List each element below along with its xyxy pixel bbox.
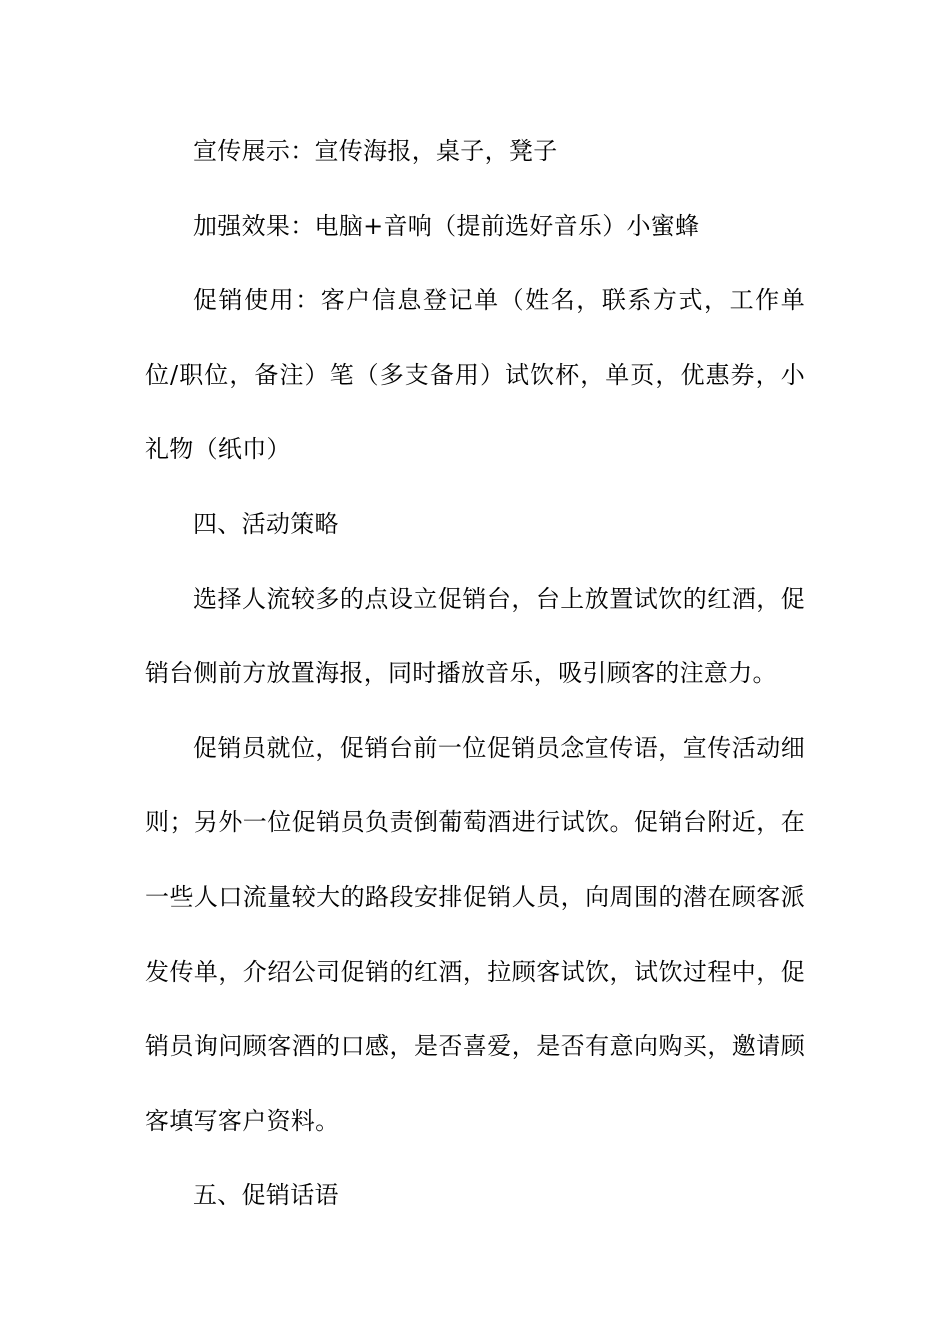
section-heading-promo-phrases: 五、促销话语 (193, 1181, 339, 1210)
paragraph-effect-items: 加强效果：电脑+音响（提前选好音乐）小蜜蜂 (193, 211, 700, 240)
paragraph-display-items: 宣传展示：宣传海报，桌子，凳子 (193, 137, 558, 165)
paragraph-strategy-staff: 促销员就位，促销台前一位促销员念宣传语，宣传活动细则；另外一位促销员负责倒葡萄酒进行试饮。促销台附近，在一些人口流量较大的路段安排促销人员，向周围的潜在顾客派发传单，介绍公司促销的红酒，拉顾客试饮，试饮过程中，促销员询问顾客酒的口感，是否喜爱，是否有意向购买，邀请顾客填写客户资料。 (145, 733, 805, 1135)
paragraph-strategy-setup: 选择人流较多的点设立促销台，台上放置试饮的红酒，促销台侧前方放置海报，同时播放音乐，吸引顾客的注意力。 (145, 584, 805, 688)
section-heading-strategy: 四、活动策略 (193, 509, 339, 538)
document-page (145, 114, 805, 1233)
paragraph-promotion-items: 促销使用：客户信息登记单（姓名，联系方式，工作单位/职位，备注）笔（多支备用）试饮杯，单页，优惠券，小礼物（纸巾） (145, 286, 805, 464)
